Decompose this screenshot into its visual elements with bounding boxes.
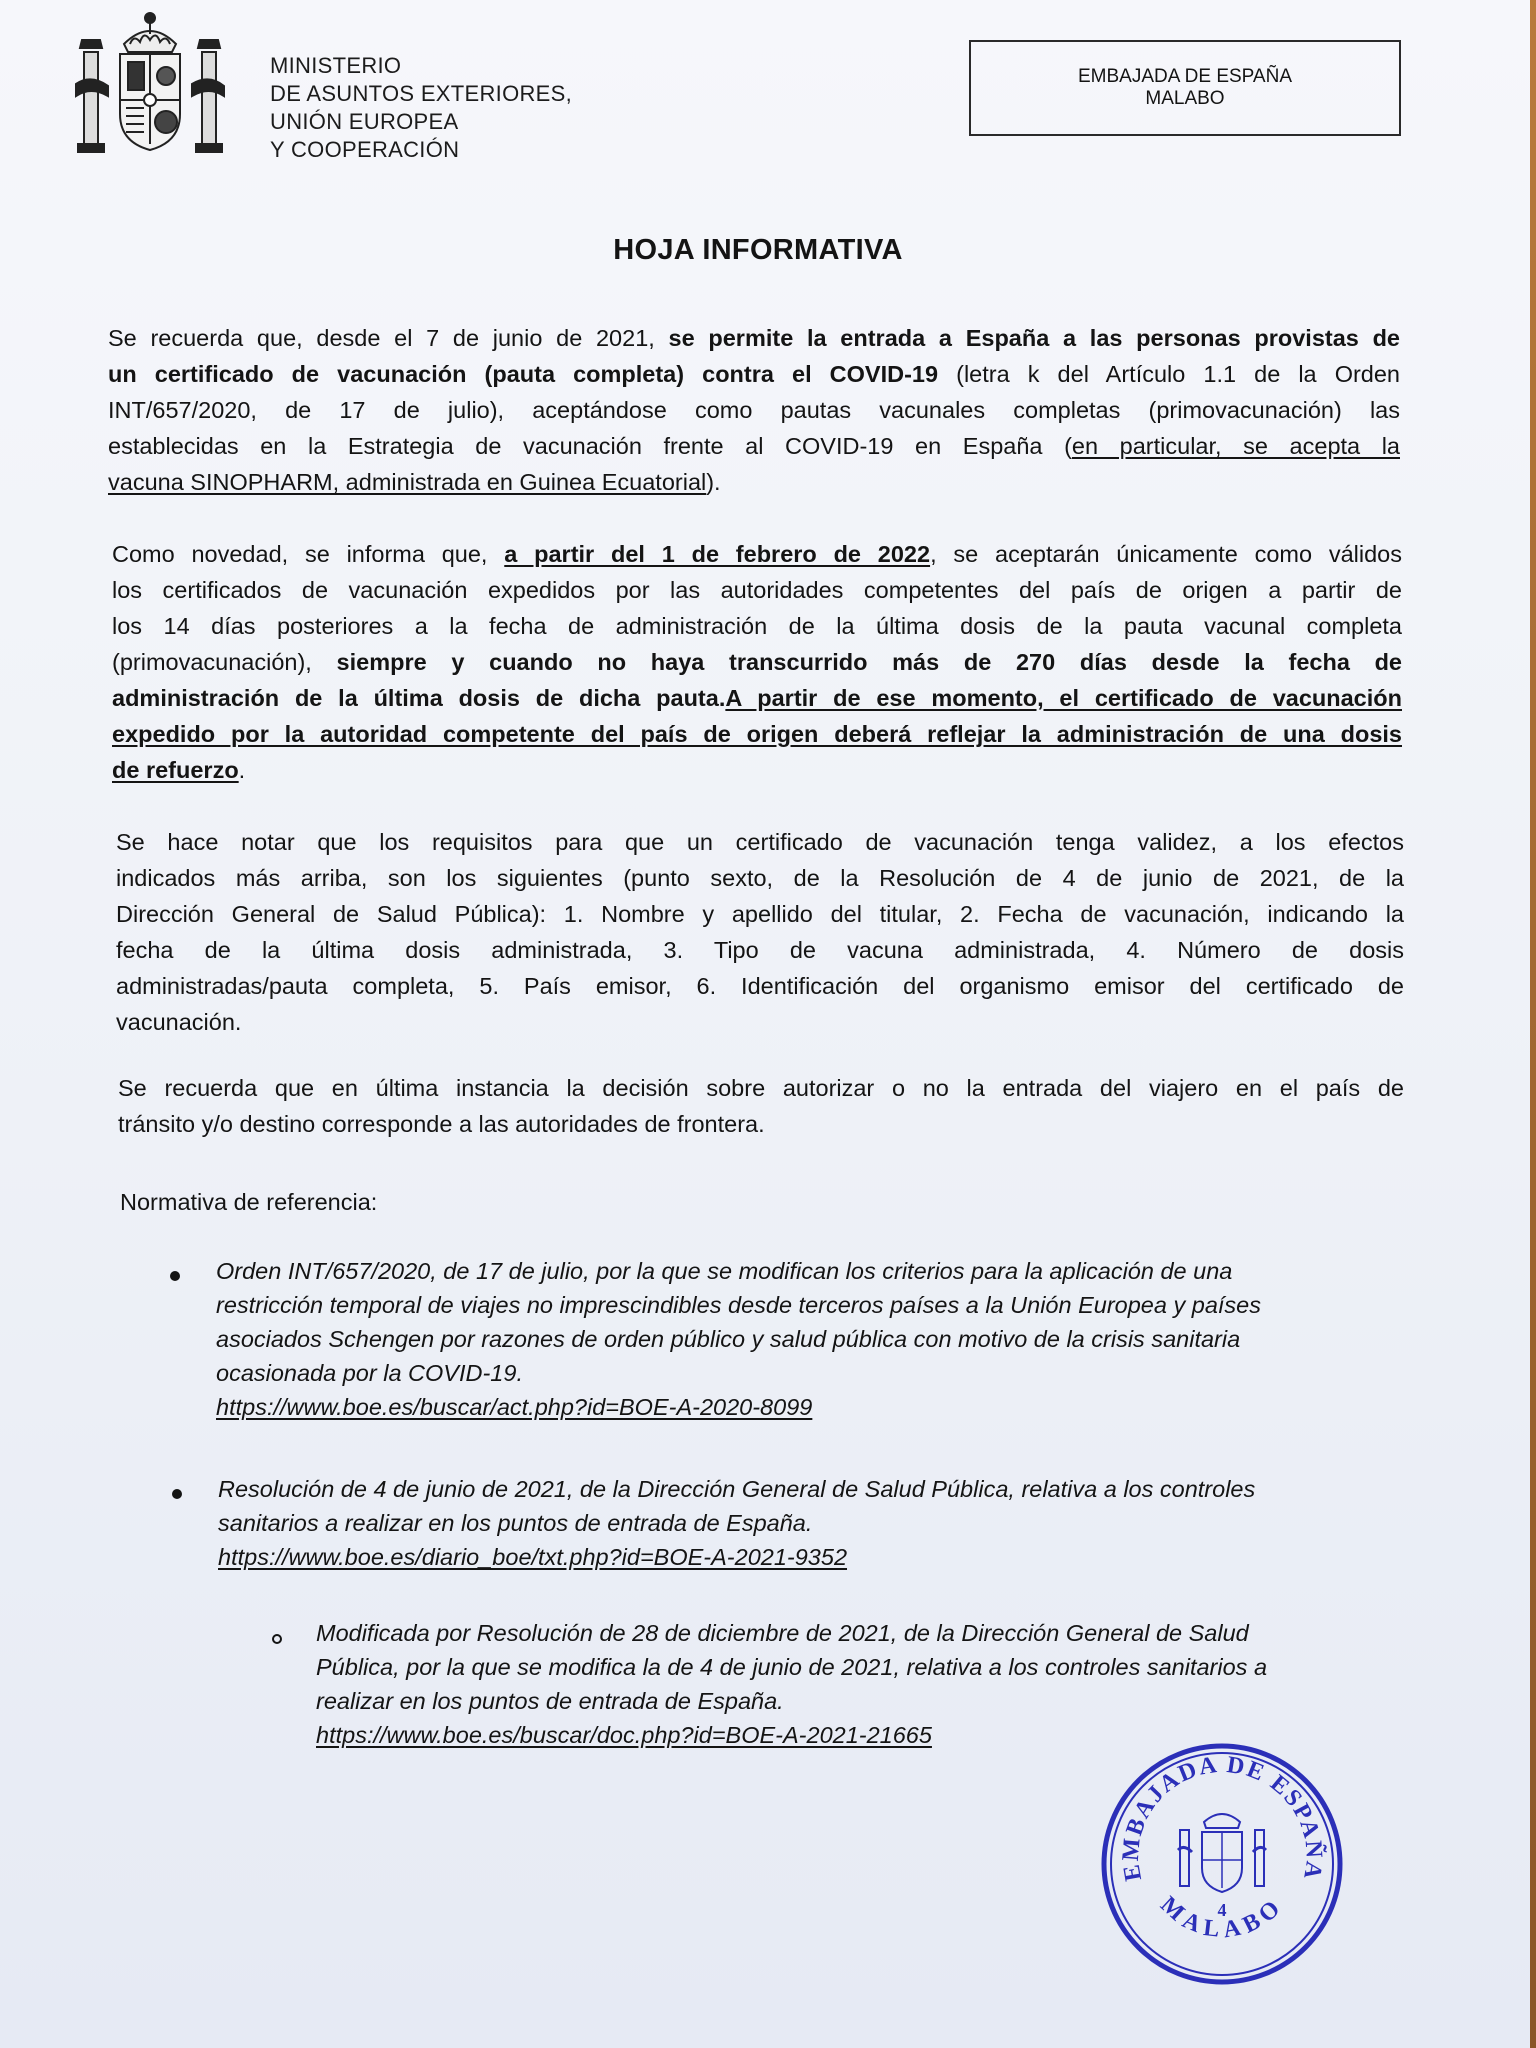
text-line: los certificados de vacunación expedidos por las autoridades competentes del país de origen a partir de (112, 577, 1402, 603)
paragraph-novelty (112, 536, 1402, 788)
text-line: los 14 días posteriores a la fecha de administración de la última dosis de la pauta vacunal completa (112, 613, 1402, 639)
text-line: administradas/pauta completa, 5. País emisor, 6. Identificación del organismo emisor del certificado de (116, 973, 1404, 999)
embassy-box (969, 40, 1401, 136)
text-line: establecidas en la Estrategia de vacunación frente al COVID-19 en España (en particular, se acepta la (108, 433, 1400, 459)
text-line: Como novedad, se informa que, a partir del 1 de febrero de 2022, se aceptarán únicamente como válidos (112, 541, 1402, 567)
stamp-number: 4 (1217, 1900, 1227, 1920)
ministry-line: UNIÓN EUROPEA (270, 109, 459, 134)
paragraph-certificate-requirements (116, 824, 1404, 1040)
embassy-line: MALABO (1145, 88, 1225, 109)
table-edge (1530, 0, 1536, 2048)
reference-item-resolucion: Resolución de 4 de junio de 2021, de la Dirección General de Salud Pública, relativa a los controles sanitarios a realizar en los puntos de entrada de España. https://www.boe.es/diario_boe/txt.php?id=BOE-A-2021-9352 (218, 1472, 1255, 1574)
ministry-name (270, 52, 572, 164)
text-line: administración de la última dosis de dicha pauta.A partir de ese momento, el certificado de vacunación (112, 685, 1402, 711)
reference-link[interactable]: https://www.boe.es/buscar/doc.php?id=BOE-A-2021-21665 (316, 1722, 932, 1748)
text-line: (primovacunación), siempre y cuando no haya transcurrido más de 270 días desde la fecha de (112, 649, 1403, 675)
bullet-icon (170, 1271, 180, 1281)
coat-of-arms-logo (74, 4, 226, 164)
text-line: fecha de la última dosis administrada, 3. Tipo de vacuna administrada, 4. Número de dosis (116, 937, 1404, 963)
reference-link[interactable]: https://www.boe.es/buscar/act.php?id=BOE-A-2020-8099 (216, 1394, 813, 1420)
ministry-line: DE ASUNTOS EXTERIORES, (270, 81, 573, 106)
document-title: HOJA INFORMATIVA (613, 234, 903, 266)
sub-bullet-icon (272, 1634, 282, 1644)
text-line: indicados más arriba, son los siguientes (punto sexto, de la Resolución de 4 de junio de 2021, de la (116, 865, 1404, 891)
ministry-line: MINISTERIO (270, 53, 402, 78)
text-line: Se recuerda que en última instancia la decisión sobre autorizar o no la entrada del viajero en el país de (118, 1075, 1404, 1101)
reference-item-orden: Orden INT/657/2020, de 17 de julio, por la que se modifican los criterios para la aplicación de una restricción temporal de viajes no imprescindibles desde terceros países a la Unión Europea y países asociados Schengen por razones de orden público y salud pública con motivo de la crisis sanitaria ocasionada por la COVID-19. https://www.boe.es/buscar/act.php?id=BOE-A-2020-8099 (216, 1254, 1261, 1424)
bullet-icon (172, 1489, 182, 1499)
text-line: Se recuerda que, desde el 7 de junio de 2021, se permite la entrada a España a las personas provistas de (108, 325, 1401, 351)
normativa-heading: Normativa de referencia: (120, 1189, 378, 1215)
text-line: de refuerzo. (112, 757, 246, 783)
text-line: Dirección General de Salud Pública): 1. Nombre y apellido del titular, 2. Fecha de vacunación, indicando la (116, 901, 1404, 927)
embassy-line: EMBAJADA DE ESPAÑA (1078, 66, 1292, 87)
text-line: expedido por la autoridad competente del país de origen deberá reflejar la administración de una dosis (112, 721, 1402, 747)
reference-link[interactable]: https://www.boe.es/diario_boe/txt.php?id=BOE-A-2021-9352 (218, 1544, 848, 1570)
text-line: vacuna SINOPHARM, administrada en Guinea Ecuatorial). (108, 469, 721, 495)
text-line: tránsito y/o destino corresponde a las autoridades de frontera. (118, 1111, 765, 1137)
embassy-stamp (1100, 1742, 1345, 1987)
stamp-top-text: EMBAJADA DE ESPAÑA (1117, 1751, 1327, 1883)
text-line: Se hace notar que los requisitos para que un certificado de vacunación tenga validez, a los efectos (116, 829, 1404, 855)
stamp-bottom-text: MALABO (1155, 1891, 1290, 1944)
reference-item-modificacion: Modificada por Resolución de 28 de diciembre de 2021, de la Dirección General de Salud Pública, por la que se modifica la de 4 de junio de 2021, relativa a los controles sanitarios a realizar en los puntos de entrada de España. https://www.boe.es/buscar/doc.php?id=BOE-A-2021-21665 (316, 1616, 1267, 1752)
paragraph-border-authorities (118, 1070, 1404, 1142)
paragraph-entry-requirements (108, 320, 1400, 500)
ministry-line: Y COOPERACIÓN (270, 137, 460, 162)
text-line: vacunación. (116, 1009, 242, 1035)
text-line: INT/657/2020, de 17 de julio), aceptándose como pautas vacunales completas (primovacunación) las (108, 397, 1400, 423)
text-line: un certificado de vacunación (pauta completa) contra el COVID-19 (letra k del Artículo 1.1 de la Orden (108, 361, 1401, 387)
